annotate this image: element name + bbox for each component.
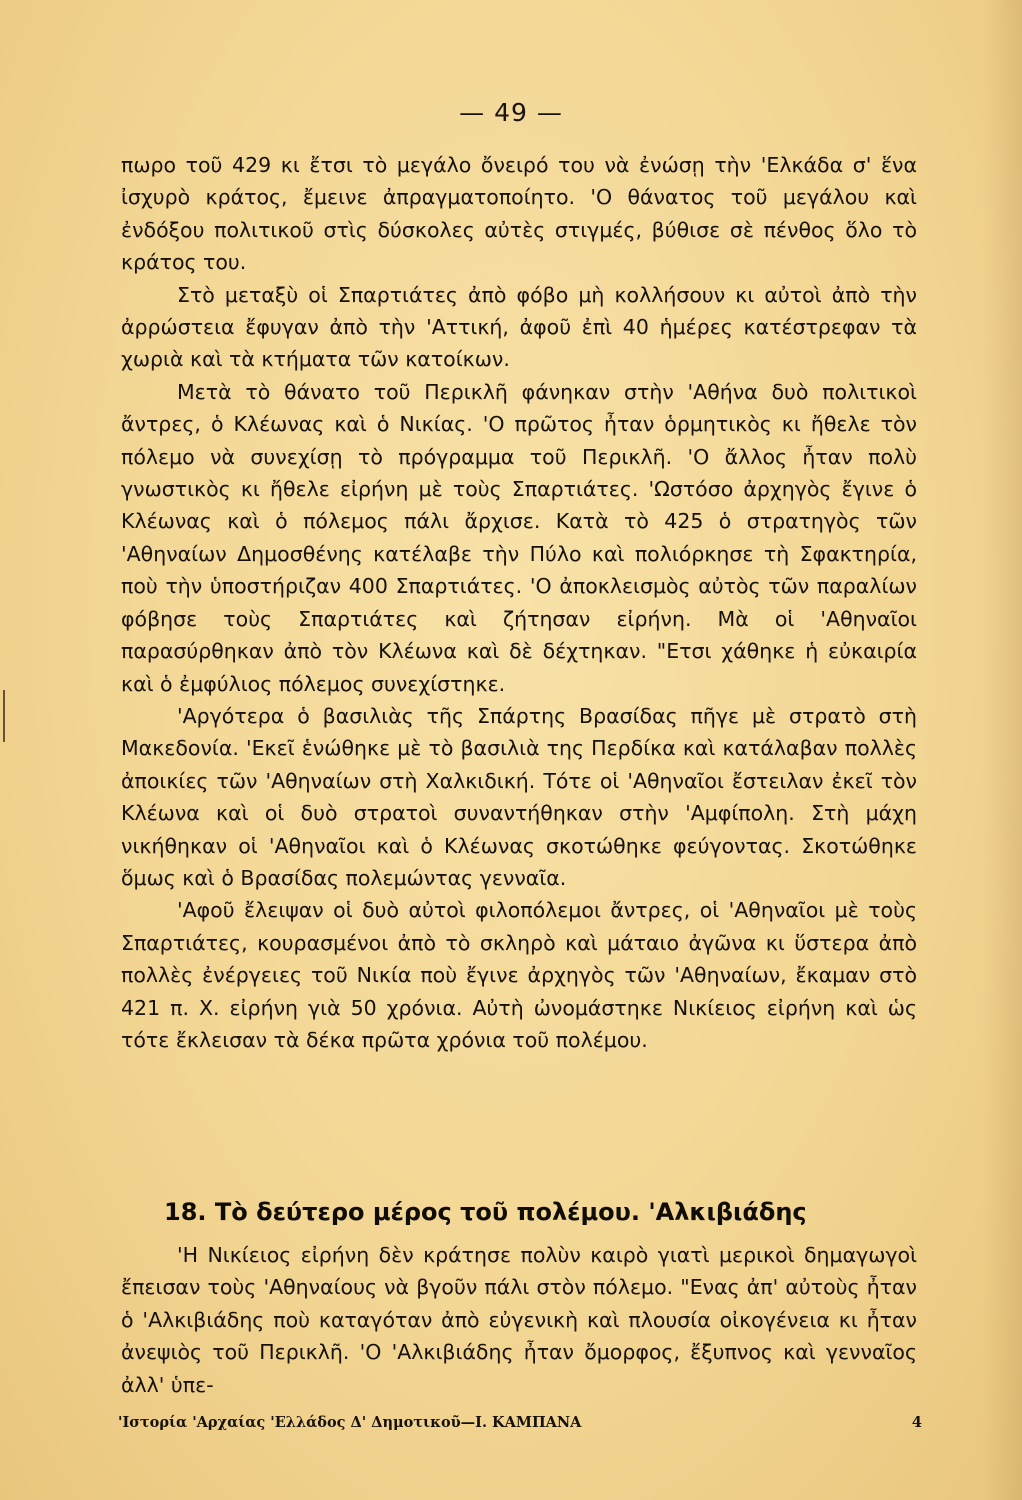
- page-number: — 49 —: [459, 98, 563, 127]
- paragraph: 'Αφοῦ ἔλειψαν οἱ δυὸ αὐτοὶ φιλοπόλεμοι ἄντρες, οἱ 'Αθηναῖοι μὲ τοὺς Σπαρτιάτες, κουρασμένοι ἀπὸ τὸ σκληρὸ καὶ μάταιο ἀγῶνα κι ὕστερα ἀπὸ πολλὲς ἐνέργειες τοῦ Νικία ποὺ ἔγινε ἀρχηγὸς τῶν 'Αθηναίων, ἔκαμαν στὸ 421 π. Χ. εἰρήνη γιὰ 50 χρόνια. Αὐτὴ ὠνομάστηκε Νικίειος εἰρήνη καὶ ὡς τότε ἔκλεισαν τὰ δέκα πρῶτα χρόνια τοῦ πολέμου.: [121, 898, 917, 1052]
- footer-book-title: 'Ιστορία 'Αρχαίας 'Ελλάδος Δ' Δημοτικοῦ—Ι. ΚΑΜΠΑΝΑ: [118, 1414, 582, 1431]
- body-text-bottom: [121, 1239, 917, 1401]
- paragraph: 'Αργότερα ὁ βασιλιὰς τῆς Σπάρτης Βρασίδας πῆγε μὲ στρατὸ στὴ Μακεδονία. 'Εκεῖ ἑνώθηκε μὲ τὸ βασιλιὰ της Περδίκα καὶ κατάλαβαν πολλὲς ἀποικίες τῶν 'Αθηναίων στὴ Χαλκιδική. Τότε οἱ 'Αθηναῖοι ἔστειλαν ἐκεῖ τὸν Κλέωνα καὶ οἱ δυὸ στρατοὶ συναντήθηκαν στὴν 'Αμφίπολη. Στὴ μάχη νικήθηκαν οἱ 'Αθηναῖοι καὶ ὁ Κλέωνας σκοτώθηκε φεύγοντας. Σκοτώθηκε ὅμως καὶ ὁ Βρασίδας πολεμώντας γενναῖα.: [121, 703, 917, 890]
- margin-mark: [3, 690, 5, 742]
- paragraph: Στὸ μεταξὺ οἱ Σπαρτιάτες ἀπὸ φόβο μὴ κολλήσουν κι αὐτοὶ ἀπὸ τὴν ἀρρώστεια ἔφυγαν ἀπὸ τὴν 'Αττική, ἀφοῦ ἐπὶ 40 ἡμέρες κατέστρεφαν τὰ χωριὰ καὶ τὰ κτήματα τῶν κατοίκων.: [121, 282, 917, 372]
- section-heading: 18. Τὸ δεύτερο μέρος τοῦ πολέμου. 'Αλκιβιάδης: [164, 1198, 807, 1226]
- page-edge-shadow: [982, 0, 1022, 1500]
- footer-signature-mark: 4: [911, 1414, 922, 1431]
- body-text-top: [121, 149, 917, 1056]
- paragraph: 'Η Νικίειος εἰρήνη δὲν κράτησε πολὺν καιρὸ γιατὶ μερικοὶ δημαγωγοὶ ἔπεισαν τοὺς 'Αθηναίους νὰ βγοῦν πάλι στὸν πόλεμο. "Ενας ἀπ' αὐτοὺς ἦταν ὁ 'Αλκιβιάδης ποὺ καταγόταν ἀπὸ εὐγενικὴ καὶ πλουσία οἰκογένεια κι ἦταν ἀνεψιὸς τοῦ Περικλῆ. 'Ο 'Αλκιβιάδης ἦταν ὄμορφος, ἔξυπνος καὶ γενναῖος ἀλλ' ὑπε-: [121, 1243, 917, 1397]
- page-footer: [118, 1414, 922, 1431]
- paragraph: πωρο τοῦ 429 κι ἔτσι τὸ μεγάλο ὄνειρό του νὰ ἐνώσῃ τὴν 'Ελκάδα σ' ἕνα ἰσχυρὸ κράτος, ἔμεινε ἀπραγματοποίητο. 'Ο θάνατος τοῦ μεγάλου καὶ ἐνδόξου πολιτικοῦ στὶς δύσκολες αὐτὲς στιγμές, βύθισε σὲ πένθος ὅλο τὸ κράτος του.: [121, 153, 917, 275]
- paragraph: Μετὰ τὸ θάνατο τοῦ Περικλῆ φάνηκαν στὴν 'Αθήνα δυὸ πολιτικοὶ ἄντρες, ὁ Κλέωνας καὶ ὁ Νικίας. 'Ο πρῶτος ἦταν ὁρμητικὸς κι ἤθελε τὸν πόλεμο νὰ συνεχίσῃ τὸ πρόγραμμα τοῦ Περικλῆ. 'Ο ἄλλος ἦταν πολὺ γνωστικὸς κι ἤθελε εἰρήνη μὲ τοὺς Σπαρτιάτες. 'Ωστόσο ἀρχηγὸς ἔγινε ὁ Κλέωνας καὶ ὁ πόλεμος πάλι ἄρχισε. Κατὰ τὸ 425 ὁ στρατηγὸς τῶν 'Αθηναίων Δημοσθένης κατέλαβε τὴν Πύλο καὶ πολιόρκησε τὴ Σφακτηρία, ποὺ τὴν ὑποστήριζαν 400 Σπαρτιάτες. 'Ο ἀποκλεισμὸς αὐτὸς τῶν παραλίων φόβησε τοὺς Σπαρτιάτες καὶ ζήτησαν εἰρήνη. Μὰ οἱ 'Αθηναῖοι παρασύρθηκαν ἀπὸ τὸν Κλέωνα καὶ δὲ δέχτηκαν. "Ετσι χάθηκε ἡ εὐκαιρία καὶ ὁ ἐμφύλιος πόλεμος συνεχίστηκε.: [121, 379, 917, 696]
